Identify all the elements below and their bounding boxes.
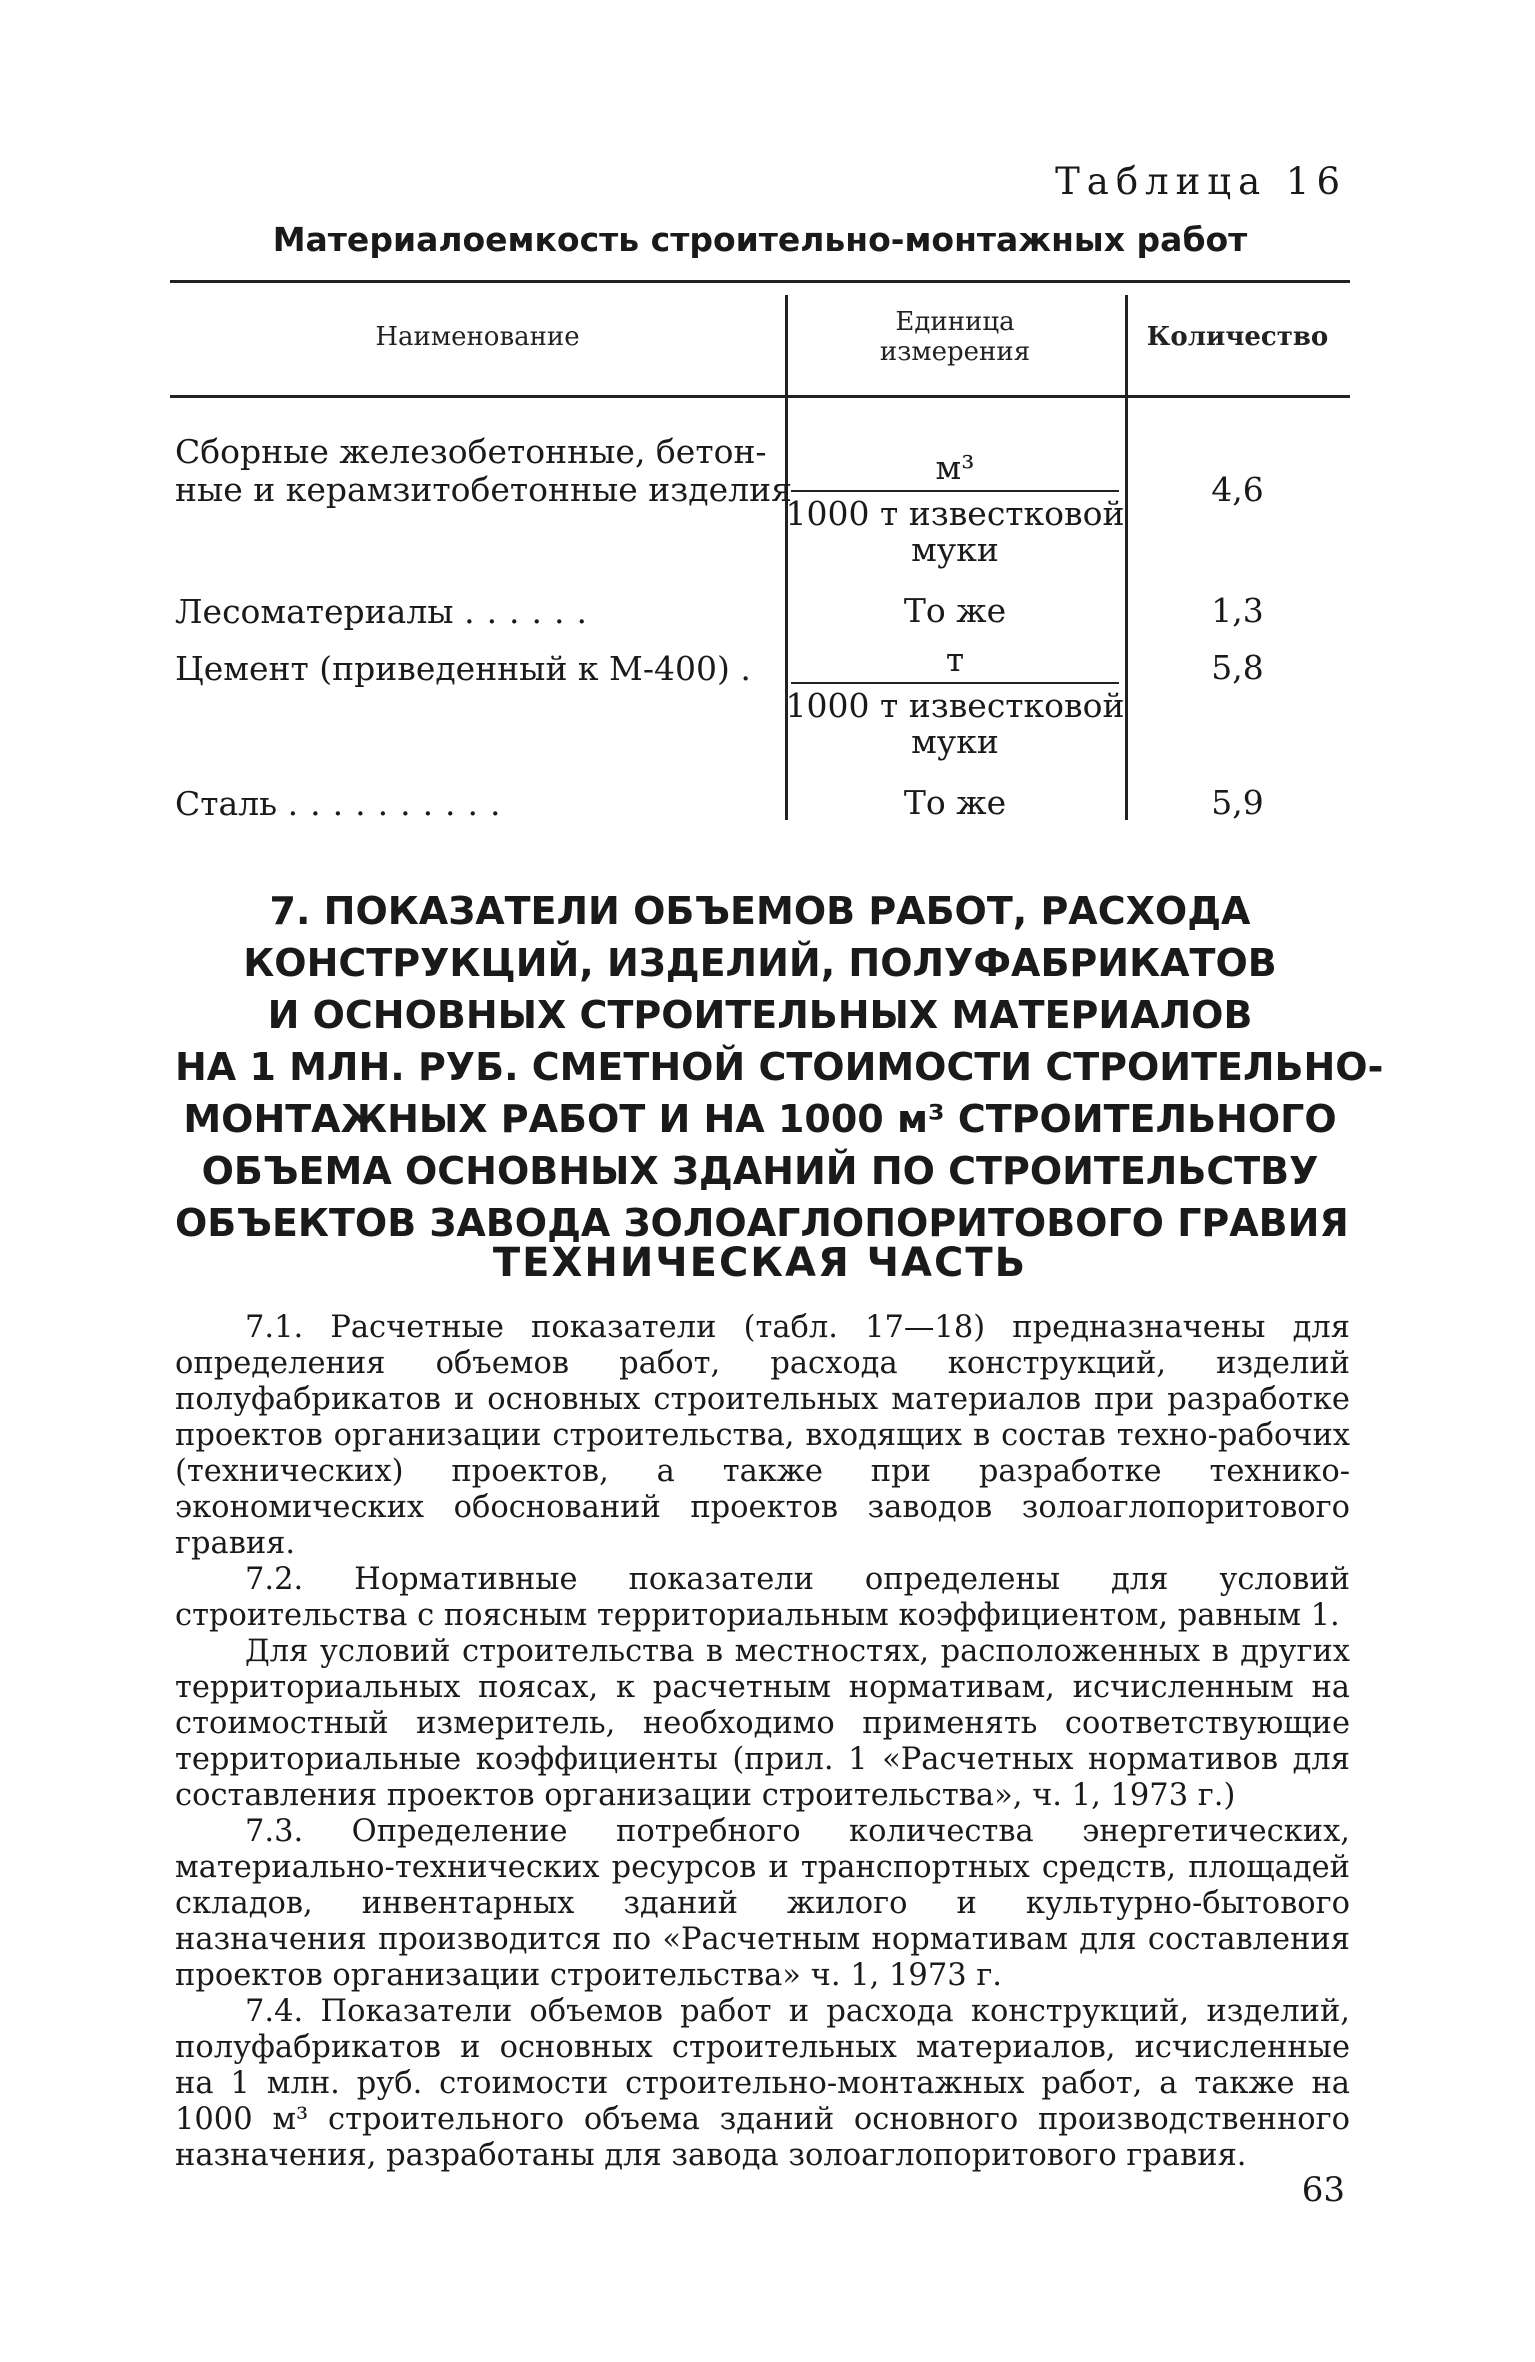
- row-name: [175, 593, 599, 631]
- section-heading: [175, 885, 1384, 1249]
- body-text: [175, 1310, 1350, 2174]
- row-qty: 5,9: [1211, 783, 1264, 822]
- table-header-rule: [170, 395, 1350, 398]
- paragraph: 7.4. Показатели объемов работ и расхода конструкций, изделий, полуфабрикатов и основных строительных материалов, исчисленные на 1 млн. руб. стоимости строительно-монтажных работ, а также на 1000 м³ строительного объема зданий основного производственного назначения, разработаны для завода золоаглопоритового гравия.: [175, 1994, 1350, 2173]
- paragraph: 7.1. Расчетные показатели (табл. 17—18) предназначены для определения объемов работ, расхода конструкций, изделий полуфабрикатов и основных строительных материалов при разработке проектов организации строительства, входящих в состав техно-рабочих (технических) проектов, а также при разработке технико-экономических обоснований проектов заводов золоаглопоритового гравия.: [175, 1310, 1350, 1561]
- header-name: Наименование: [375, 322, 580, 352]
- table-top-rule: [170, 280, 1350, 283]
- header-unit-line: Единица: [895, 307, 1015, 337]
- heading-line: КОНСТРУКЦИЙ, ИЗДЕЛИЙ, ПОЛУФАБРИКАТОВ: [243, 941, 1277, 985]
- leader-dots: ..........: [287, 784, 513, 823]
- row-name-text: Цемент (приведенный к М-400): [175, 649, 730, 688]
- materials-table: [170, 280, 1350, 823]
- heading-line: ОБЪЕМА ОСНОВНЫХ ЗДАНИЙ ПО СТРОИТЕЛЬСТВУ: [201, 1149, 1319, 1193]
- row-name-line: ные и керамзитобетонные изделия: [175, 470, 792, 509]
- leader-dots: ......: [464, 592, 600, 631]
- unit-denominator: 1000 т известковой: [785, 494, 1125, 533]
- table-number-label: Таблица 16: [1055, 160, 1347, 203]
- subsection-heading: ТЕХНИЧЕСКАЯ ЧАСТЬ: [492, 1240, 1028, 1286]
- row-name: [175, 785, 513, 823]
- paragraph: 7.2. Нормативные показатели определены для условий строительства с поясным территориальным коэффициентом, равным 1.: [175, 1562, 1350, 1633]
- row-name-text: Лесоматериалы: [175, 592, 454, 631]
- fraction-bar: [791, 682, 1119, 684]
- row-unit: [785, 642, 1125, 760]
- paragraph: 7.3. Определение потребного количества энергетических, материально-технических ресурсов и транспортных средств, площадей складов, инвентарных зданий жилого и культурно-бытового назначения производится по «Расчетным нормативам для составления проектов организации строительства» ч. 1, 1973 г.: [175, 1814, 1350, 1993]
- table-title: Материалоемкость строительно-монтажных работ: [272, 220, 1248, 259]
- unit-numerator: м³: [935, 448, 975, 487]
- row-name: [175, 650, 763, 688]
- heading-line: МОНТАЖНЫХ РАБОТ И НА 1000 м³ СТРОИТЕЛЬНОГО: [183, 1097, 1337, 1141]
- heading-line: ОБЪЕКТОВ ЗАВОДА ЗОЛОАГЛОПОРИТОВОГО ГРАВИЯ: [175, 1201, 1349, 1245]
- unit-denominator: 1000 т известковой: [785, 686, 1125, 725]
- row-unit: [785, 450, 1125, 568]
- header-qty: Количество: [1146, 322, 1329, 352]
- header-unit-line: измерения: [879, 337, 1031, 367]
- leader-dots: .: [740, 649, 763, 688]
- page-number: 63: [1301, 2170, 1345, 2210]
- table-column-divider: [1125, 295, 1128, 820]
- row-qty: 5,8: [1211, 648, 1264, 687]
- row-name-text: Сталь: [175, 784, 278, 823]
- row-qty: 4,6: [1211, 470, 1264, 509]
- heading-line: 7. ПОКАЗАТЕЛИ ОБЪЕМОВ РАБОТ, РАСХОДА: [269, 889, 1251, 933]
- row-qty: 1,3: [1211, 591, 1264, 630]
- row-name-line: Сборные железобетонные, бетон-: [175, 432, 767, 471]
- heading-line: И ОСНОВНЫХ СТРОИТЕЛЬНЫХ МАТЕРИАЛОВ: [267, 993, 1253, 1037]
- unit-numerator: т: [945, 640, 965, 679]
- unit-denominator: муки: [911, 530, 999, 569]
- header-unit: [785, 307, 1125, 367]
- paragraph: Для условий строительства в местностях, расположенных в других территориальных поясах, к расчетным нормативам, исчисленным на стоимостный измеритель, необходимо применять соответствующие территориальные коэффициенты (прил. 1 «Расчетных нормативов для составления проектов организации строительства», ч. 1, 1973 г.): [175, 1634, 1350, 1813]
- heading-line: НА 1 МЛН. РУБ. СМЕТНОЙ СТОИМОСТИ СТРОИТЕЛЬНО-: [175, 1045, 1384, 1089]
- fraction-bar: [791, 490, 1119, 492]
- unit-denominator: муки: [911, 722, 999, 761]
- row-unit: То же: [903, 783, 1007, 822]
- row-name: [175, 433, 792, 509]
- row-unit: То же: [903, 591, 1007, 630]
